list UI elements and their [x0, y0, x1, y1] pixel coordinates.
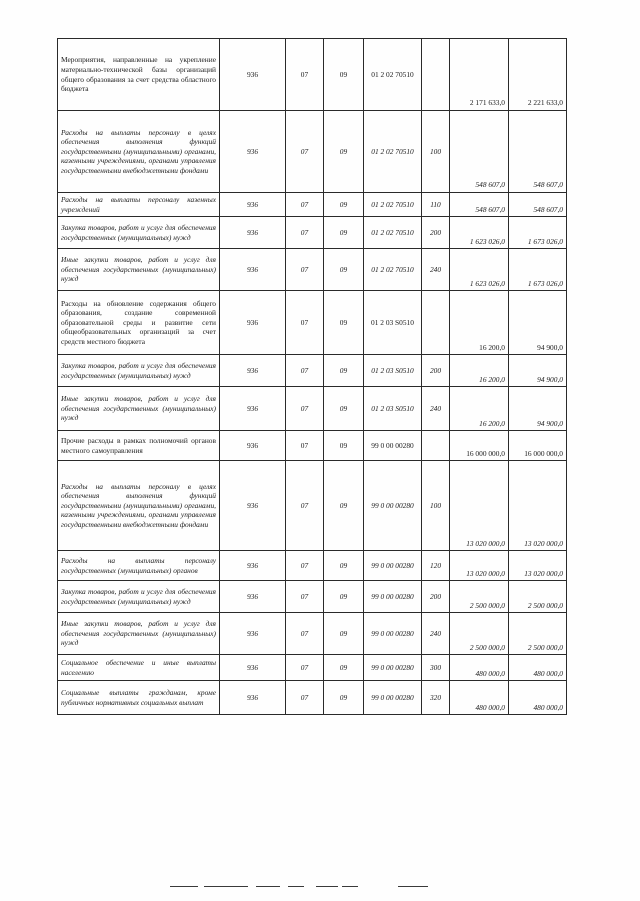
row-department-code: 936 [220, 217, 286, 249]
row-amount-first: 2 500 000,0 [450, 613, 509, 655]
row-target-item-code: 99 0 00 00280 [364, 681, 422, 715]
row-section-code: 07 [286, 355, 324, 387]
row-amount-second: 480 000,0 [509, 681, 567, 715]
row-amount-first: 16 200,0 [450, 355, 509, 387]
row-description: Закупка товаров, работ и услуг для обеспечения государственных (муниципальных) нужд [58, 355, 220, 387]
table-row [58, 39, 567, 111]
row-expense-type-code: 100 [422, 111, 450, 193]
row-expense-type-code: 100 [422, 461, 450, 551]
table-row [58, 355, 567, 387]
row-subsection-code: 09 [324, 217, 364, 249]
row-amount-second: 2 500 000,0 [509, 613, 567, 655]
row-description: Расходы на выплаты персоналу государственных (муниципальных) органов [58, 551, 220, 581]
row-subsection-code: 09 [324, 655, 364, 681]
row-expense-type-code: 240 [422, 249, 450, 291]
row-amount-first: 16 000 000,0 [450, 431, 509, 461]
row-target-item-code: 01 2 02 70510 [364, 111, 422, 193]
table-row [58, 217, 567, 249]
row-amount-second: 94 900,0 [509, 291, 567, 355]
row-expense-type-code: 110 [422, 193, 450, 217]
row-amount-first: 16 200,0 [450, 291, 509, 355]
table-row [58, 613, 567, 655]
row-subsection-code: 09 [324, 39, 364, 111]
row-description: Расходы на выплаты персоналу в целях обеспечения выполнения функций государственными (муниципальными) органами, казенными учреждениями, органами управления государственными внебюджетными фондами [58, 461, 220, 551]
table-row [58, 581, 567, 613]
table-row [58, 431, 567, 461]
row-section-code: 07 [286, 551, 324, 581]
row-amount-second: 16 000 000,0 [509, 431, 567, 461]
row-amount-second: 94 900,0 [509, 355, 567, 387]
row-subsection-code: 09 [324, 613, 364, 655]
row-target-item-code: 99 0 00 00280 [364, 581, 422, 613]
row-target-item-code: 01 2 02 70510 [364, 249, 422, 291]
row-amount-second: 2 221 633,0 [509, 39, 567, 111]
row-amount-first: 1 623 026,0 [450, 249, 509, 291]
row-description: Мероприятия, направленные на укрепление материально-технической базы организаций общего образования за счет средства областного бюджета [58, 39, 220, 111]
row-amount-second: 1 673 026,0 [509, 217, 567, 249]
row-amount-second: 548 607,0 [509, 193, 567, 217]
row-subsection-code: 09 [324, 387, 364, 431]
row-description: Иные закупки товаров, работ и услуг для обеспечения государственных (муниципальных) нужд [58, 387, 220, 431]
row-subsection-code: 09 [324, 461, 364, 551]
page-footer-marks [170, 886, 440, 892]
row-department-code: 936 [220, 387, 286, 431]
row-expense-type-code: 240 [422, 387, 450, 431]
row-target-item-code: 01 2 03 S0510 [364, 355, 422, 387]
row-section-code: 07 [286, 249, 324, 291]
row-section-code: 07 [286, 613, 324, 655]
row-expense-type-code: 200 [422, 355, 450, 387]
row-expense-type-code: 200 [422, 581, 450, 613]
row-target-item-code: 99 0 00 00280 [364, 551, 422, 581]
row-amount-first: 548 607,0 [450, 111, 509, 193]
row-description: Расходы на обновление содержания общего образования, создание современной образовательной среды и развитие сети общеобразовательных организаций за счет средств местного бюджета [58, 291, 220, 355]
row-amount-second: 1 673 026,0 [509, 249, 567, 291]
row-subsection-code: 09 [324, 581, 364, 613]
row-amount-first: 1 623 026,0 [450, 217, 509, 249]
row-amount-first: 13 020 000,0 [450, 551, 509, 581]
table-row [58, 681, 567, 715]
row-department-code: 936 [220, 249, 286, 291]
row-target-item-code: 99 0 00 00280 [364, 461, 422, 551]
row-expense-type-code [422, 291, 450, 355]
table-row [58, 655, 567, 681]
row-expense-type-code: 120 [422, 551, 450, 581]
row-subsection-code: 09 [324, 431, 364, 461]
row-department-code: 936 [220, 39, 286, 111]
row-section-code: 07 [286, 581, 324, 613]
row-department-code: 936 [220, 581, 286, 613]
row-amount-second: 13 020 000,0 [509, 461, 567, 551]
table-row [58, 111, 567, 193]
row-description: Иные закупки товаров, работ и услуг для обеспечения государственных (муниципальных) нужд [58, 249, 220, 291]
row-department-code: 936 [220, 291, 286, 355]
table-row [58, 461, 567, 551]
row-amount-second: 94 900,0 [509, 387, 567, 431]
row-department-code: 936 [220, 111, 286, 193]
row-description: Расходы на выплаты персоналу казенных учреждений [58, 193, 220, 217]
row-amount-first: 480 000,0 [450, 681, 509, 715]
row-department-code: 936 [220, 193, 286, 217]
row-amount-second: 13 020 000,0 [509, 551, 567, 581]
row-subsection-code: 09 [324, 249, 364, 291]
row-subsection-code: 09 [324, 291, 364, 355]
budget-table [57, 38, 567, 715]
row-description: Прочие расходы в рамках полномочий органов местного самоуправления [58, 431, 220, 461]
row-amount-first: 480 000,0 [450, 655, 509, 681]
row-expense-type-code: 300 [422, 655, 450, 681]
row-section-code: 07 [286, 39, 324, 111]
table-row [58, 193, 567, 217]
row-section-code: 07 [286, 193, 324, 217]
row-description: Расходы на выплаты персоналу в целях обеспечения выполнения функций государственными (муниципальными) органами, казенными учреждениями, органами управления государственными внебюджетными фондами [58, 111, 220, 193]
row-expense-type-code [422, 39, 450, 111]
row-amount-first: 548 607,0 [450, 193, 509, 217]
row-amount-second: 480 000,0 [509, 655, 567, 681]
row-subsection-code: 09 [324, 193, 364, 217]
row-target-item-code: 99 0 00 00280 [364, 431, 422, 461]
row-section-code: 07 [286, 431, 324, 461]
row-section-code: 07 [286, 461, 324, 551]
row-expense-type-code: 320 [422, 681, 450, 715]
row-department-code: 936 [220, 655, 286, 681]
table-row [58, 249, 567, 291]
row-amount-second: 548 607,0 [509, 111, 567, 193]
row-subsection-code: 09 [324, 551, 364, 581]
row-subsection-code: 09 [324, 681, 364, 715]
row-description: Социальное обеспечение и иные выплаты населению [58, 655, 220, 681]
row-amount-second: 2 500 000,0 [509, 581, 567, 613]
row-section-code: 07 [286, 291, 324, 355]
row-amount-first: 16 200,0 [450, 387, 509, 431]
row-department-code: 936 [220, 613, 286, 655]
row-expense-type-code: 240 [422, 613, 450, 655]
row-description: Социальные выплаты гражданам, кроме публичных нормативных социальных выплат [58, 681, 220, 715]
row-description: Закупка товаров, работ и услуг для обеспечения государственных (муниципальных) нужд [58, 217, 220, 249]
row-department-code: 936 [220, 461, 286, 551]
row-target-item-code: 99 0 00 00280 [364, 655, 422, 681]
row-department-code: 936 [220, 551, 286, 581]
row-section-code: 07 [286, 655, 324, 681]
row-target-item-code: 01 2 03 S0510 [364, 387, 422, 431]
row-target-item-code: 99 0 00 00280 [364, 613, 422, 655]
row-amount-first: 2 500 000,0 [450, 581, 509, 613]
row-expense-type-code [422, 431, 450, 461]
row-section-code: 07 [286, 111, 324, 193]
row-amount-first: 2 171 633,0 [450, 39, 509, 111]
row-target-item-code: 01 2 02 70510 [364, 217, 422, 249]
row-target-item-code: 01 2 03 S0510 [364, 291, 422, 355]
row-section-code: 07 [286, 217, 324, 249]
table-row [58, 387, 567, 431]
table-row [58, 291, 567, 355]
row-section-code: 07 [286, 387, 324, 431]
row-description: Иные закупки товаров, работ и услуг для обеспечения государственных (муниципальных) нужд [58, 613, 220, 655]
row-subsection-code: 09 [324, 355, 364, 387]
table-row [58, 551, 567, 581]
budget-table-body [58, 39, 567, 715]
row-expense-type-code: 200 [422, 217, 450, 249]
row-department-code: 936 [220, 681, 286, 715]
row-amount-first: 13 020 000,0 [450, 461, 509, 551]
row-target-item-code: 01 2 02 70510 [364, 39, 422, 111]
row-description: Закупка товаров, работ и услуг для обеспечения государственных (муниципальных) нужд [58, 581, 220, 613]
row-department-code: 936 [220, 355, 286, 387]
row-department-code: 936 [220, 431, 286, 461]
row-target-item-code: 01 2 02 70510 [364, 193, 422, 217]
row-section-code: 07 [286, 681, 324, 715]
row-subsection-code: 09 [324, 111, 364, 193]
